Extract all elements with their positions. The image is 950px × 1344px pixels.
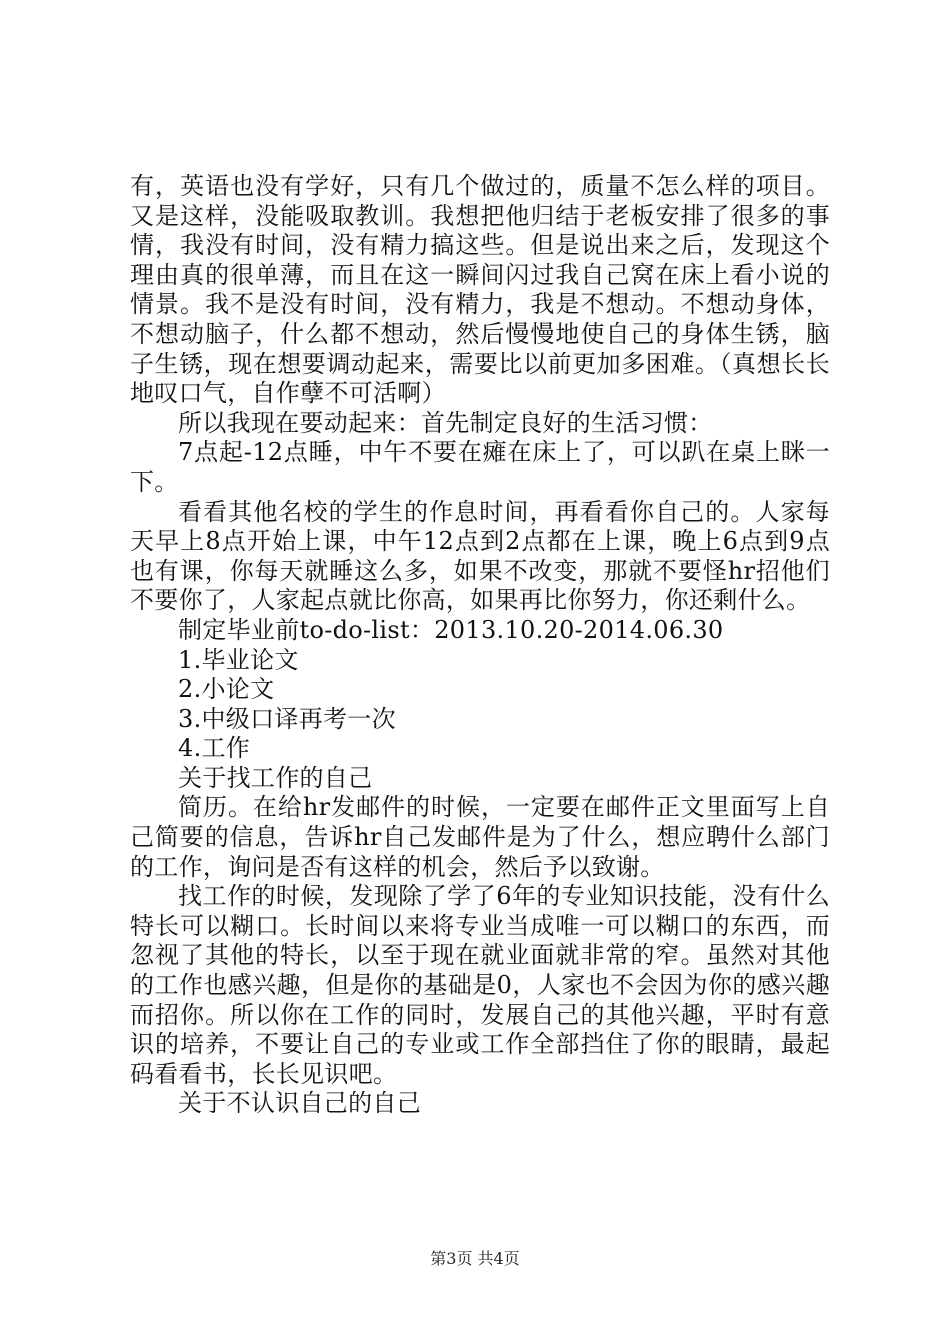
document-body bbox=[130, 172, 830, 1119]
paragraph-5: 制定毕业前to-do-list：2013.10.20-2014.06.30 bbox=[178, 615, 724, 644]
section-heading-self: 关于不认识自己的自己 bbox=[178, 1089, 421, 1118]
section-heading-job: 关于找工作的自己 bbox=[178, 763, 373, 792]
paragraph-job-search: 找工作的时候，发现除了学了6年的专业知识技能，没有什么特长可以糊口。长时间以来将专业当成唯一可以糊口的东西，而忽视了其他的特长，以至于现在就业面就非常的窄。虽然对其他的工作也感兴趣，但是你的基础是0，人家也不会因为你的感兴趣而招你。所以你在工作的同时，发展自己的其他兴趣，平时有意识的培养，不要让自己的专业或工作全部挡住了你的眼睛，最起码看看书，长长见识吧。 bbox=[130, 882, 830, 1088]
paragraph-2: 所以我现在要动起来：首先制定良好的生活习惯： bbox=[178, 408, 713, 437]
page-footer: 第3页 共4页 bbox=[430, 1249, 520, 1268]
paragraph-4: 看看其他名校的学生的作息时间，再看看你自己的。人家每天早上8点开始上课，中午12点到2点都在上课，晚上6点到9点也有课，你每天就睡这么多，如果不改变，那就不要怪hr招他们不要你了，人家起点就比你高，如果再比你努力，你还剩什么。 bbox=[130, 497, 830, 615]
paragraph-3: 7点起-12点睡，中午不要在瘫在床上了，可以趴在桌上眯一下。 bbox=[130, 438, 830, 496]
paragraph-resume: 简历。在给hr发邮件的时候，一定要在邮件正文里面写上自己简要的信息，告诉hr自己发邮件是为了什么，想应聘什么部门的工作，询问是否有这样的机会，然后予以致谢。 bbox=[130, 793, 830, 881]
list-item-2: 2.小论文 bbox=[178, 675, 275, 704]
paragraph-1: 有，英语也没有学好，只有几个做过的，质量不怎么样的项目。又是这样，没能吸取教训。我想把他归结于老板安排了很多的事情，我没有时间，没有精力搞这些。但是说出来之后，发现这个理由真的很单薄，而且在这一瞬间闪过我自己窝在床上看小说的情景。我不是没有时间，没有精力，我是不想动。不想动身体，不想动脑子，什么都不想动，然后慢慢地使自己的身体生锈，脑子生锈，现在想要调动起来，需要比以前更加多困难。（真想长长地叹口气，自作孽不可活啊） bbox=[130, 172, 830, 408]
list-item-3: 3.中级口译再考一次 bbox=[178, 704, 396, 733]
list-item-4: 4.工作 bbox=[178, 734, 251, 763]
list-item-1: 1.毕业论文 bbox=[178, 645, 299, 674]
